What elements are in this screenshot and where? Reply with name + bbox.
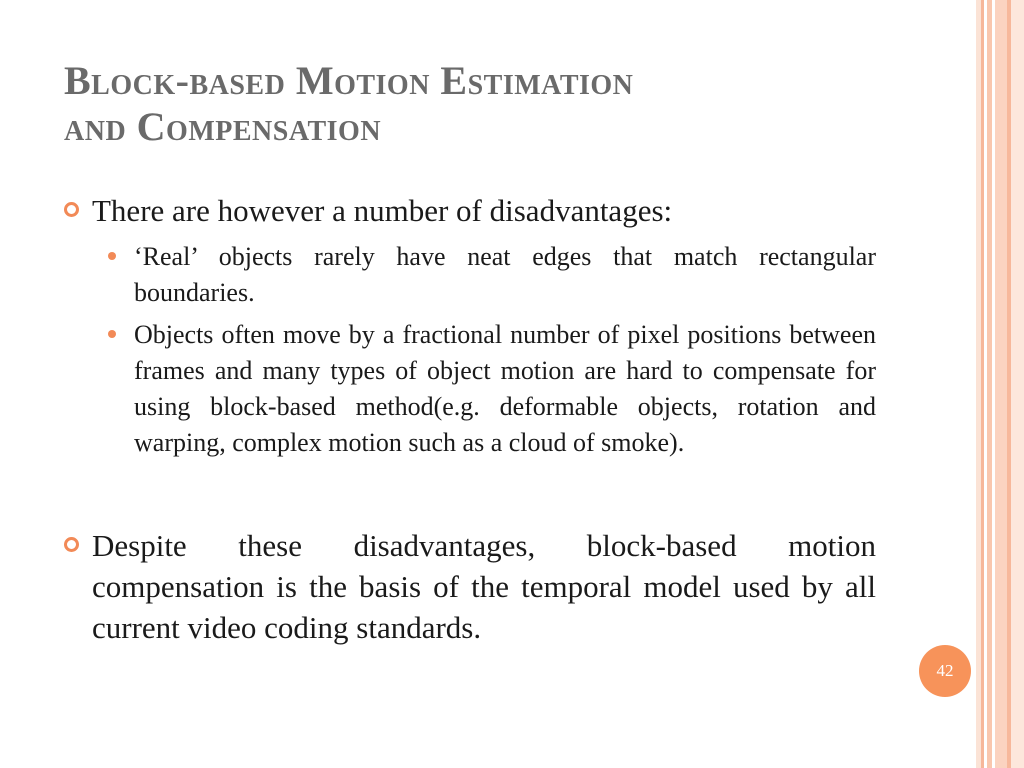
ring-bullet-icon bbox=[64, 537, 79, 552]
bullet-1-text: There are however a number of disadvantages: bbox=[92, 193, 673, 228]
dot-bullet-icon bbox=[108, 252, 116, 260]
dot-bullet-icon bbox=[108, 330, 116, 338]
stripe bbox=[1011, 0, 1024, 768]
sub-bullet-1-text: ‘Real’ objects rarely have neat edges that match rectangular boundaries. bbox=[134, 242, 876, 307]
slide-title-line-2: and Compensation bbox=[64, 104, 382, 149]
sub-bullet-1 bbox=[64, 239, 876, 311]
slide-title-line-1: Block-based Motion Estimation bbox=[64, 58, 634, 103]
sub-bullet-2-text: Objects often move by a fractional number of pixel positions between frames and many types of object motion are hard to compensate for using block-based method(e.g. deformable objects, rotation and warping, complex motion such as a cloud of smoke). bbox=[134, 320, 876, 457]
slide-title bbox=[64, 58, 924, 150]
sub-bullet-list bbox=[64, 239, 876, 461]
spacer bbox=[64, 467, 876, 525]
slide-body bbox=[64, 190, 876, 648]
bullet-2 bbox=[64, 525, 876, 648]
bullet-2-text: Despite these disadvantages, block-based motion compensation is the basis of the temporal model used by all current video coding standards. bbox=[92, 528, 876, 645]
ring-bullet-icon bbox=[64, 202, 79, 217]
bullet-1 bbox=[64, 190, 876, 231]
stripe bbox=[995, 0, 1007, 768]
sub-bullet-2 bbox=[64, 317, 876, 461]
decorative-stripes bbox=[976, 0, 1024, 768]
page-number-badge: 42 bbox=[919, 645, 971, 697]
